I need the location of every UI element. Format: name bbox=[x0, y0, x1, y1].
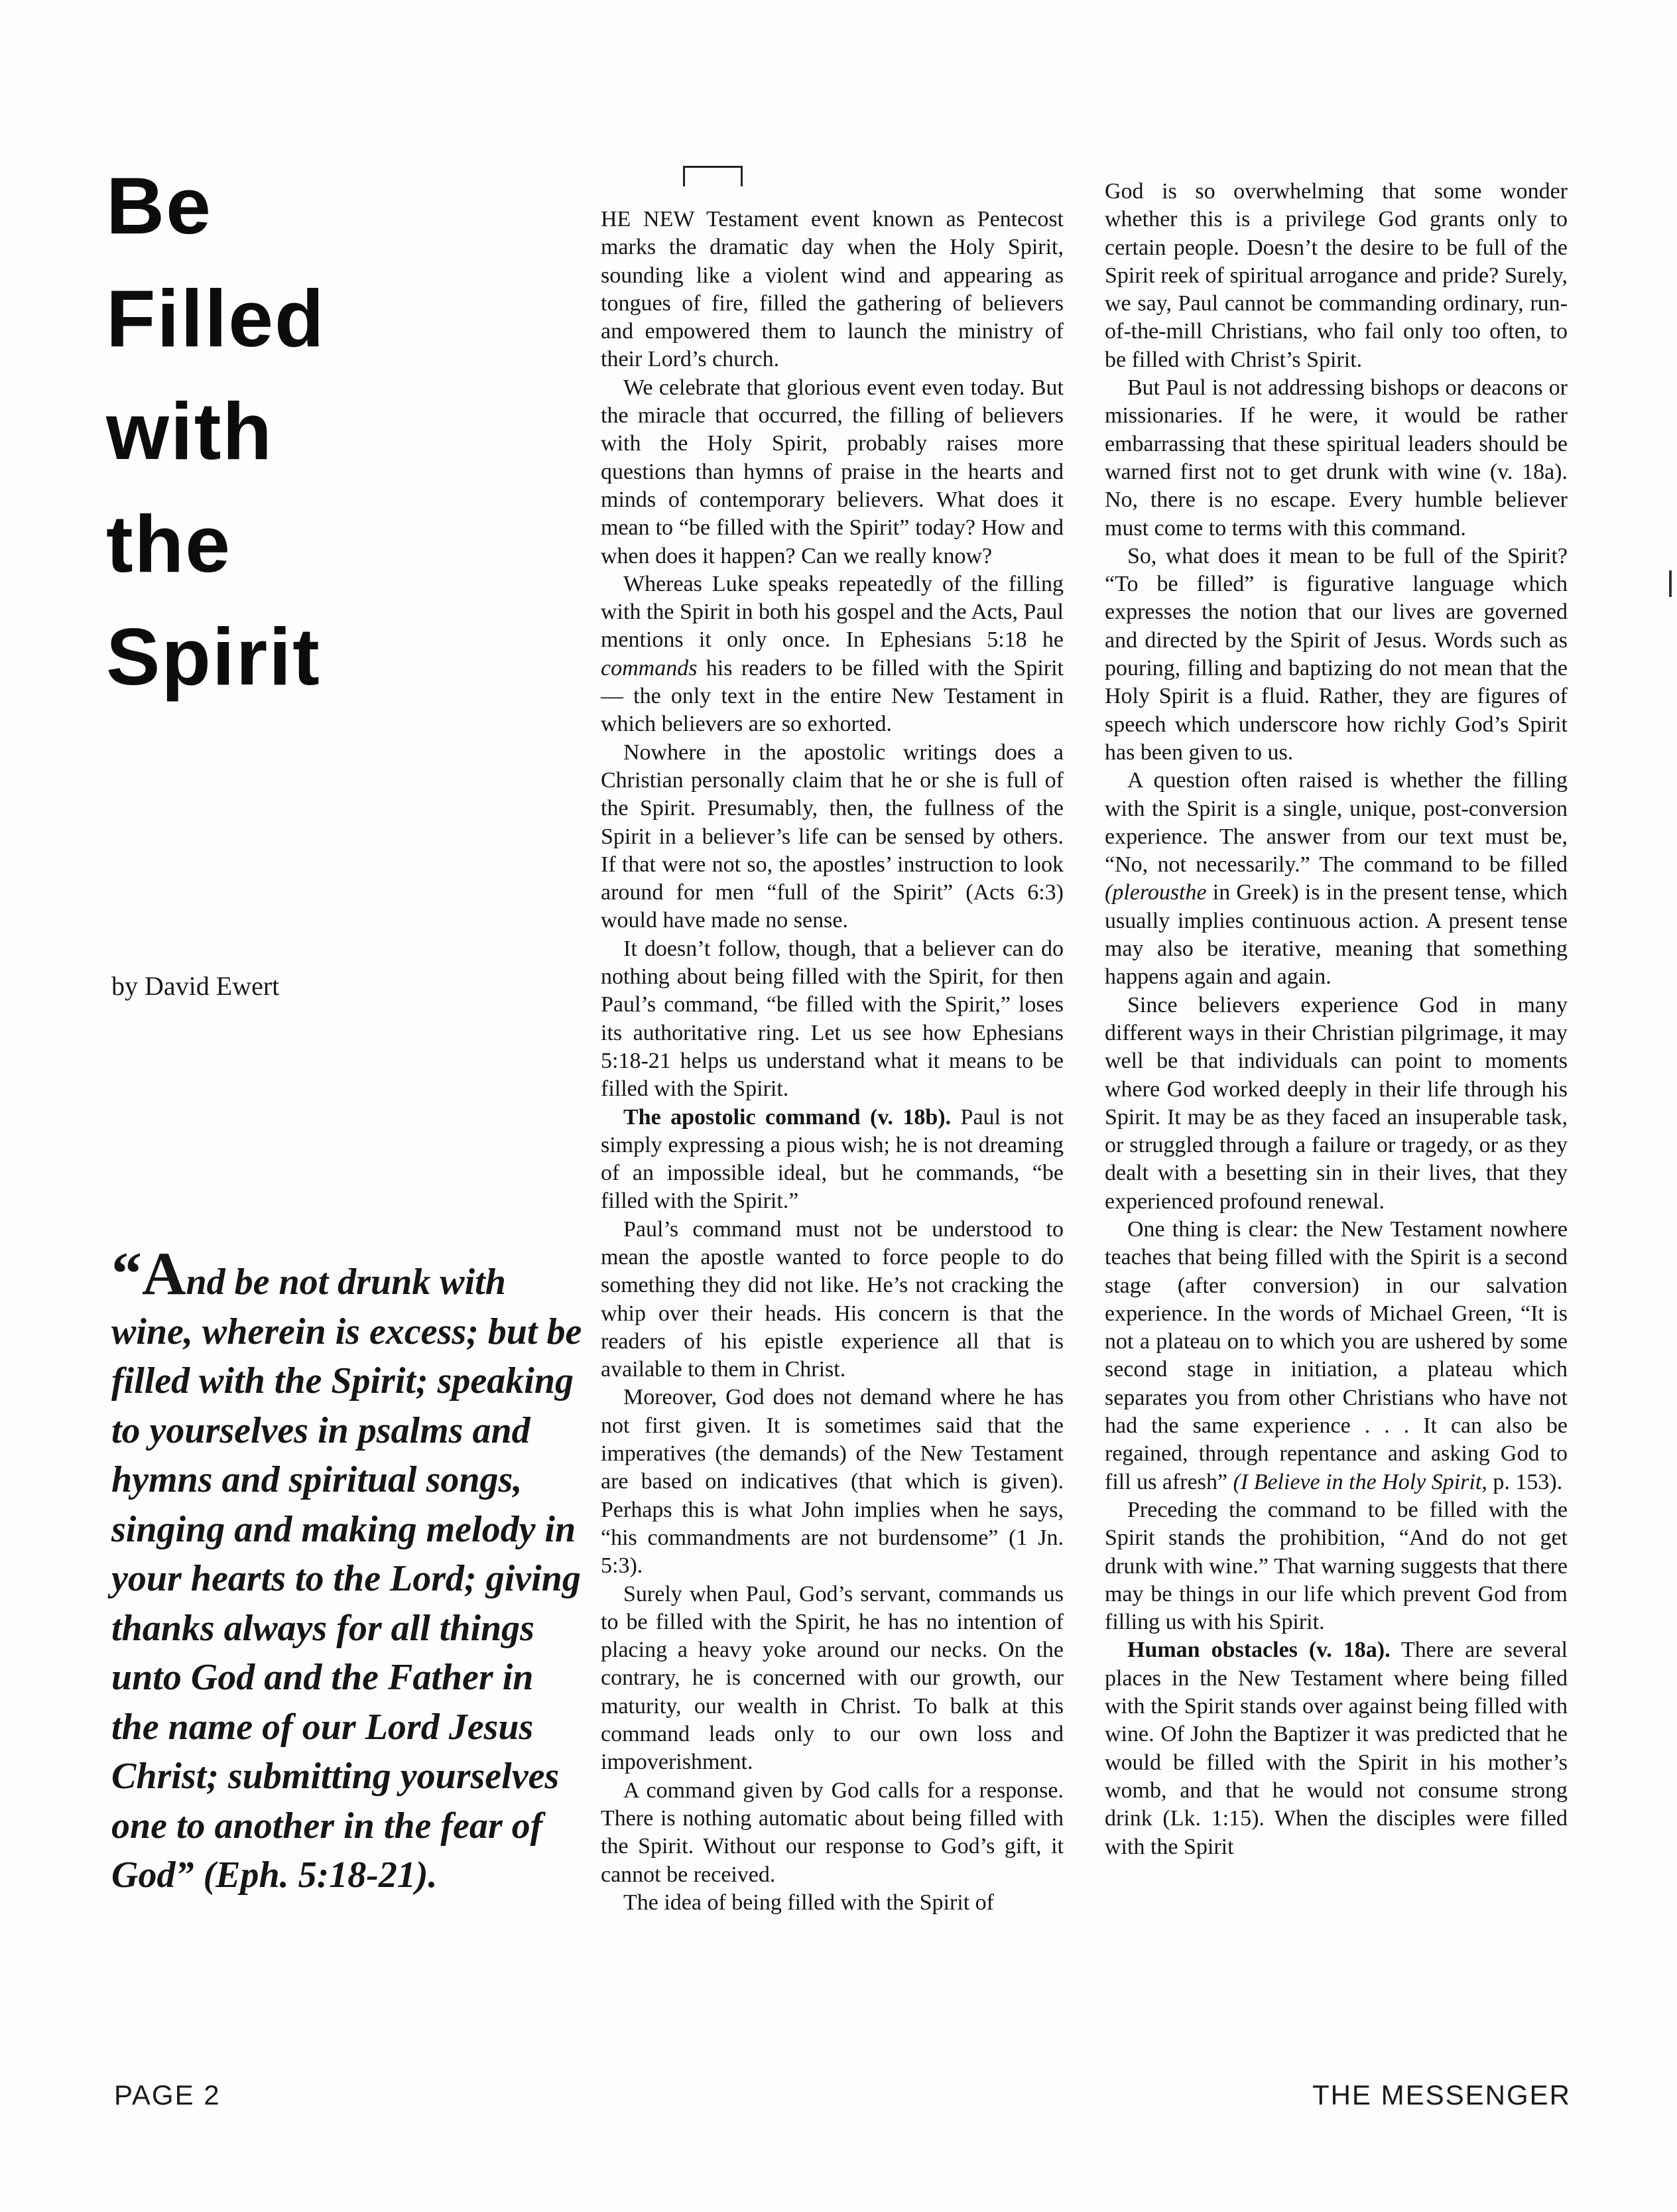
byline: by David Ewert bbox=[111, 971, 280, 1001]
publication-name: THE MESSENGER bbox=[1312, 2079, 1571, 2111]
paragraph: Preceding the command to be filled with the Spirit stands the prohibition, “And do not get drunk with wine.” That warning suggests that there may be things in our life which prevent God from filling us with his Spirit. bbox=[1105, 1497, 1568, 1635]
paragraph: The apostolic command (v. 18b). Paul is not simply expressing a pious wish; he is not dreaming of an impossible ideal, but he commands, “be filled with the Spirit.” bbox=[601, 1104, 1064, 1214]
paragraph: One thing is clear: the New Testament nowhere teaches that being filled with the Spirit is a second stage (after conversion) in our salvation experience. In the words of Michael Green, “It is not a plateau on to which you are ushered by some second stage in initiation, a plateau which separates you from other Christians who have not had the same experience . . . It can also be regained, through repentance and asking God to fill us afresh” (I Believe in the Holy Spirit, p. 153). bbox=[1105, 1216, 1568, 1494]
paragraph: Surely when Paul, God’s servant, commands us to be filled with the Spirit, he has no intention of placing a heavy yoke around our necks. On the contrary, he is concerned with our growth, our maturity, our wealth in Christ. To balk at this command leads only to our own loss and impoverishment. bbox=[601, 1581, 1064, 1775]
title-line: Filled bbox=[106, 273, 326, 363]
emphasis: commands bbox=[601, 655, 698, 681]
article-column-1 bbox=[601, 206, 1064, 1917]
title-line: Be bbox=[106, 161, 212, 251]
paragraph: God is so overwhelming that some wonder whether this is a privilege God grants only to certain people. Doesn’t the desire to be full of the Spirit reek of spiritual arrogance and pride? Surely, we say, Paul cannot be commanding ordinary, run-of-the-mill Christians, who fail only too often, to be filled with Christ’s Spirit. bbox=[1105, 179, 1568, 372]
pull-quote bbox=[111, 1240, 582, 1900]
quote-open-mark: “ bbox=[111, 1240, 142, 1307]
paragraph: But Paul is not addressing bishops or deacons or missionaries. If he were, it would be rather embarrassing that these spiritual leaders should be warned first not to get drunk with wine (v. 18a). No, there is no escape. Every humble believer must come to terms with this command. bbox=[1105, 375, 1568, 541]
paragraph: Since believers experience God in many different ways in their Christian pilgrimage, it may well be that individuals can point to moments where God worked deeply in their life through his Spirit. It may be as they faced an insuperable task, or struggled through a failure or tragedy, or as they dealt with a besetting sin in their lives, that they experienced profound renewal. bbox=[1105, 992, 1568, 1214]
paragraph: A command given by God calls for a response. There is nothing automatic about being filled with the Spirit. Without our response to God’s gift, it cannot be received. bbox=[601, 1778, 1064, 1887]
paragraph: The idea of being filled with the Spirit of bbox=[623, 1890, 994, 1915]
paragraph: So, what does it mean to be full of the Spirit? “To be filled” is figurative language which expresses the notion that our lives are governed and directed by the Spirit of Jesus. Words such as pouring, filling and baptizing do not mean that the Holy Spirit is a fluid. Rather, they are figures of speech which underscore how richly God’s Spirit has been given to us. bbox=[1105, 543, 1568, 765]
greek-term: (plerousthe bbox=[1105, 880, 1207, 905]
paragraph: Human obstacles (v. 18a). There are several places in the New Testament where being filled with the Spirit stands over against being filled with wine. Of John the Baptizer it was predicted that he would be filled with the Spirit in his mother’s womb, and that he would not consume strong drink (Lk. 1:15). When the disciples were filled with the Spirit bbox=[1105, 1638, 1568, 1859]
paragraph: Moreover, God does not demand where he has not first given. It is sometimes said that the imperatives (the demands) of the New Testament are based on indicatives (that which is given). Perhaps this is what John implies when he says, “his commandments are not burdensome” (1 Jn. 5:3). bbox=[601, 1385, 1064, 1579]
paragraph: It doesn’t follow, though, that a believer can do nothing about being filled with the Spirit, for then Paul’s command, “be filled with the Spirit,” loses its authoritative ring. Let us see how Ephesians 5:18-21 helps us understand what it means to be filled with the Spirit. bbox=[601, 936, 1064, 1102]
quote-drop-letter: A bbox=[142, 1240, 186, 1307]
paragraph: A question often raised is whether the filling with the Spirit is a single, unique, post-conversion experience. The answer from our text must be, “No, not necessarily.” The command to be filled (plerousthe in Greek) is in the present tense, which usually implies continuous action. A present tense may also be iterative, meaning that something happens again and again. bbox=[1105, 768, 1568, 990]
scan-mark bbox=[1669, 570, 1672, 597]
paragraph: Paul’s command must not be understood to mean the apostle wanted to force people to do something they did not like. He’s not cracking the whip over their heads. His concern is that the readers of his epistle experience all that is available to them in Christ. bbox=[601, 1216, 1064, 1382]
page-number: PAGE 2 bbox=[114, 2079, 221, 2111]
paragraph: Whereas Luke speaks repeatedly of the filling with the Spirit in both his gospel and the Acts, Paul mentions it only once. In Ephesians 5:18 he commands his readers to be filled with the Spirit — the only text in the entire New Testament in which believers are so exhorted. bbox=[601, 571, 1064, 737]
title-line: Spirit bbox=[106, 612, 321, 702]
book-title: (I Believe in the Holy Spirit, bbox=[1233, 1469, 1487, 1494]
article-column-2 bbox=[1105, 178, 1568, 1861]
paragraph: Nowhere in the apostolic writings does a Christian personally claim that he or she is full of the Spirit. Presumably, then, the fullness of the Spirit in a believer’s life can be sensed by others. If that were not so, the apostles’ instruction to look around for men “full of the Spirit” (Acts 6:3) would have made no sense. bbox=[601, 740, 1064, 933]
article-title bbox=[106, 149, 477, 713]
section-heading: The apostolic command (v. 18b). bbox=[623, 1104, 952, 1130]
quote-text: nd be not drunk with wine, wherein is excess; but be filled with the Spirit; speaking to yourselves in psalms and hymns and spiritual songs, singing and making melody in your hearts to the Lord; giving thanks always for all things unto God and the Father in the name of our Lord Jesus Christ; submitting yourselves one to another in the fear of God” (Eph. 5:18-21). bbox=[111, 1262, 582, 1896]
title-line: the bbox=[106, 499, 231, 589]
paragraph: We celebrate that glorious event even today. But the miracle that occurred, the filling of believers with the Holy Spirit, probably raises more questions than hymns of praise in the hearts and minds of contemporary believers. What does it mean to “be filled with the Spirit” today? How and when does it happen? Can we really know? bbox=[601, 375, 1064, 568]
section-heading: Human obstacles (v. 18a). bbox=[1127, 1638, 1391, 1663]
title-line: with bbox=[106, 386, 273, 476]
drop-cap-frame bbox=[683, 166, 743, 186]
paragraph: HE NEW Testament event known as Pentecost marks the dramatic day when the Holy Spirit, sounding like a violent wind and appearing as tongues of fire, filled the gathering of believers and empowered them to launch the ministry of their Lord’s church. bbox=[601, 207, 1064, 372]
